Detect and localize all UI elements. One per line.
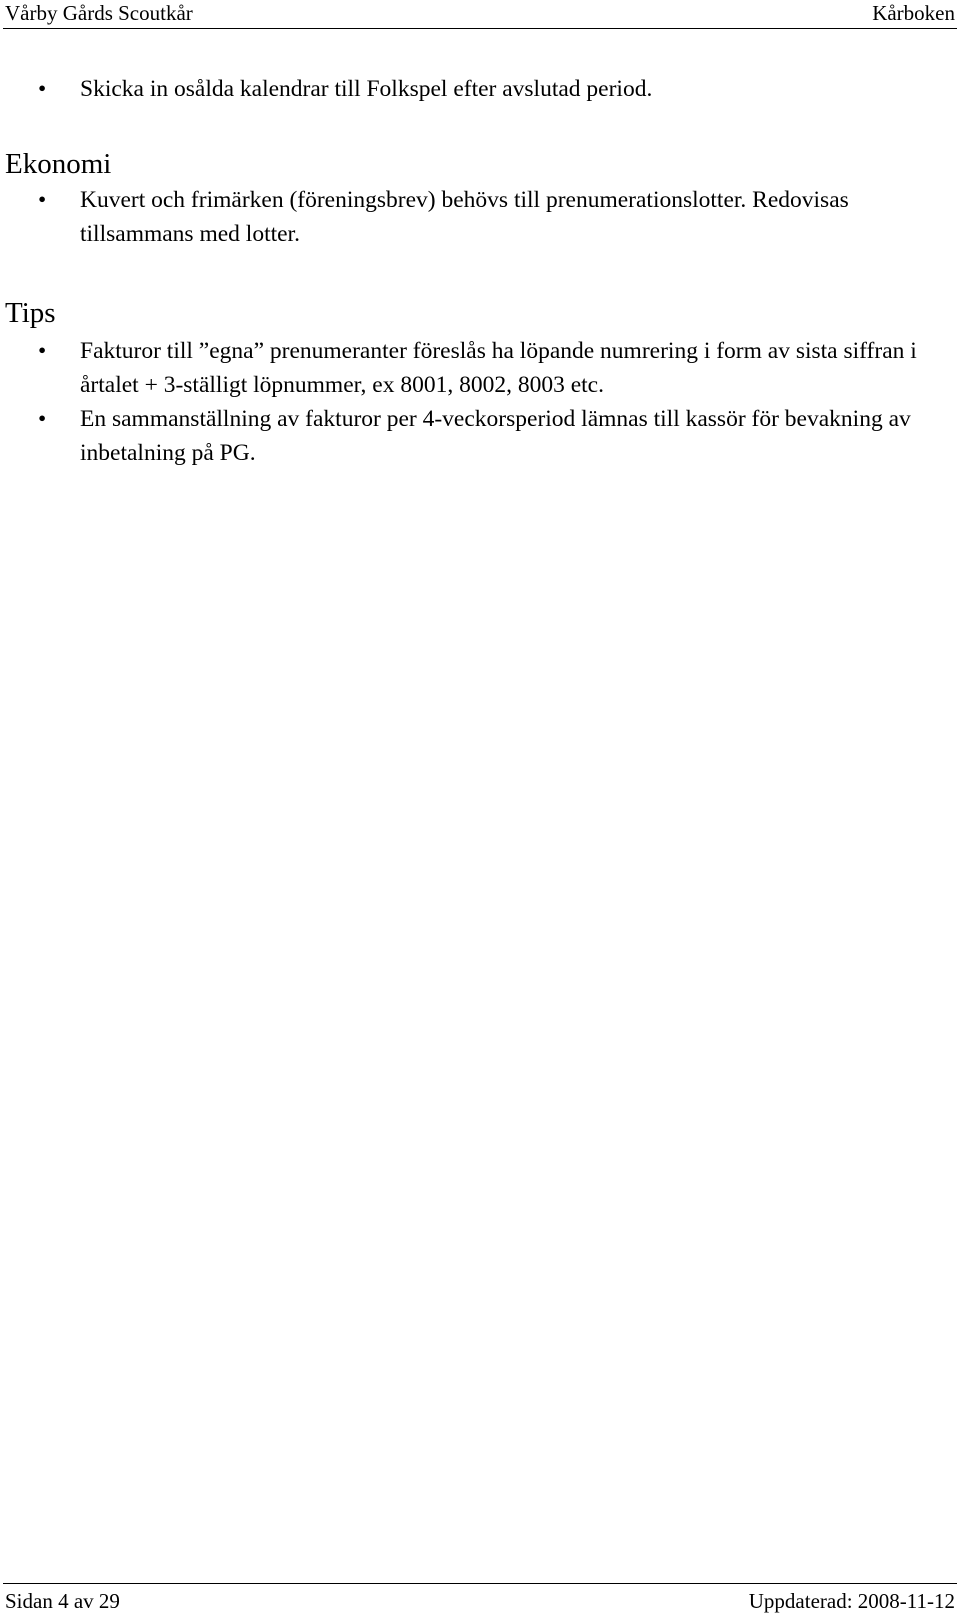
list-item-text: En sammanställning av fakturor per 4-veckorsperiod lämnas till kassör för bevakning av inbetalning på PG. [80, 406, 911, 466]
page-number: Sidan 4 av 29 [5, 1589, 120, 1613]
header-organization: Vårby Gårds Scoutkår [5, 1, 193, 25]
updated-date: Uppdaterad: 2008-11-12 [748, 1589, 955, 1613]
section-heading-ekonomi: Ekonomi [5, 148, 112, 180]
header-document-title: Kårboken [872, 1, 955, 25]
bullet-icon: • [38, 406, 47, 432]
list-item [0, 334, 957, 402]
page-header [3, 0, 957, 29]
bullet-icon: • [38, 187, 47, 213]
list-item [0, 72, 957, 106]
section-heading-tips: Tips [5, 297, 56, 329]
list-item-text: Skicka in osålda kalendrar till Folkspel efter avslutad period. [80, 76, 653, 102]
list-item [0, 183, 957, 251]
page-footer [3, 1583, 957, 1618]
bullet-icon: • [38, 338, 47, 364]
list-item-text: Fakturor till ”egna” prenumeranter föreslås ha löpande numrering i form av sista siffran i årtalet + 3-ställigt löpnummer, ex 8001, 8002, 8003 etc. [80, 338, 917, 398]
list-item [0, 402, 957, 470]
list-item-text: Kuvert och frimärken (föreningsbrev) behövs till prenumerationslotter. Redovisas tillsammans med lotter. [80, 187, 849, 247]
bullet-icon: • [38, 76, 47, 102]
